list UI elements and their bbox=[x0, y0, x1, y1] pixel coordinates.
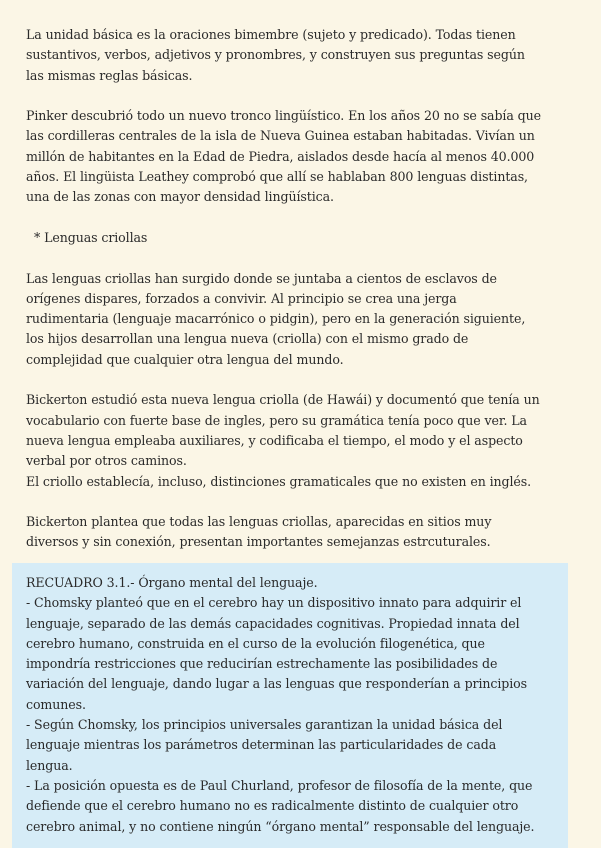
text-line: las mismas reglas básicas. bbox=[26, 67, 193, 83]
text-line: Las lenguas criollas han surgido donde se juntaba a cientos de esclavos de bbox=[26, 270, 497, 286]
text-line: variación del lenguaje, dando lugar a las lenguas que responderían a principios bbox=[26, 676, 528, 692]
text-line: años. El lingüista Leathey comprobó que allí se hablaban 800 lenguas distintas, bbox=[26, 169, 528, 185]
text-line: millón de habitantes en la Edad de Piedra, aislados desde hacía al menos 40.000 bbox=[26, 148, 535, 164]
text-line: Bickerton plantea que todas las lenguas criollas, aparecidas en sitios muy bbox=[26, 514, 492, 530]
text-line: - La posición opuesta es de Paul Churland, profesor de filosofía de la mente, que bbox=[26, 777, 533, 793]
paragraph-gap bbox=[26, 208, 586, 228]
recuadro-box bbox=[12, 563, 568, 848]
text-line: diversos y sin conexión, presentan importantes semejanzas estrcuturales. bbox=[26, 534, 491, 550]
text-line: El criollo establecía, incluso, distinciones gramaticales que no existen en inglés. bbox=[26, 473, 532, 489]
paragraph-gap bbox=[26, 492, 586, 512]
text-line: vocabulario con fuerte base de ingles, pero su gramática tenía poco que ver. La bbox=[26, 412, 527, 428]
document-body bbox=[26, 25, 586, 553]
text-line: La unidad básica es la oraciones bimembre (sujeto y predicado). Todas tienen bbox=[26, 27, 516, 42]
text-line: orígenes dispares, forzados a convivir. Al principio se crea una jerga bbox=[26, 290, 457, 306]
text-line: nueva lengua empleaba auxiliares, y codificaba el tiempo, el modo y el aspecto bbox=[26, 432, 523, 448]
paragraph-pinker bbox=[26, 106, 586, 207]
paragraph-oraciones bbox=[26, 25, 586, 86]
paragraph-gap bbox=[26, 248, 586, 268]
text-line: Bickerton estudió esta nueva lengua criolla (de Hawái) y documentó que tenía un bbox=[26, 392, 540, 408]
text-line: sustantivos, verbos, adjetivos y pronombres, y construyen sus preguntas según bbox=[26, 47, 525, 63]
paragraph-bickerton-hawai bbox=[26, 390, 586, 491]
bullet-lenguas-criollas: * Lenguas criollas bbox=[34, 229, 148, 245]
text-line: las cordilleras centrales de la isla de Nueva Guinea estaban habitadas. Vivían un bbox=[26, 128, 535, 144]
text-line: defiende que el cerebro humano no es radicalmente distinto de cualquier otro bbox=[26, 798, 519, 814]
recuadro-content bbox=[26, 573, 566, 837]
text-line: complejidad que cualquier otra lengua del mundo. bbox=[26, 351, 344, 367]
text-line: una de las zonas con mayor densidad lingüística. bbox=[26, 189, 334, 205]
text-line: cerebro humano, construida en el curso de la evolución filogenética, que bbox=[26, 635, 485, 651]
text-line: comunes. bbox=[26, 696, 86, 712]
text-line: cerebro animal, y no contiene ningún “órgano mental” responsable del lenguaje. bbox=[26, 818, 535, 834]
text-line: lengua. bbox=[26, 757, 73, 773]
paragraph-gap bbox=[26, 370, 586, 390]
text-line: - Chomsky planteó que en el cerebro hay un dispositivo innato para adquirir el bbox=[26, 595, 522, 611]
text-line: - Según Chomsky, los principios universales garantizan la unidad básica del bbox=[26, 717, 503, 733]
text-line: Pinker descubrió todo un nuevo tronco lingüístico. En los años 20 no se sabía que bbox=[26, 108, 541, 124]
text-line: verbal por otros caminos. bbox=[26, 453, 187, 469]
recuadro-title: RECUADRO 3.1.- Órgano mental del lenguaje. bbox=[26, 575, 318, 590]
text-line: lenguaje mientras los parámetros determinan las particularidades de cada bbox=[26, 737, 497, 753]
paragraph-gap bbox=[26, 86, 586, 106]
text-line: rudimentaria (lenguaje macarrónico o pidgin), pero en la generación siguiente, bbox=[26, 311, 526, 327]
paragraph-bickerton-plantea bbox=[26, 512, 586, 553]
text-line: lenguaje, separado de las demás capacidades cognitivas. Propiedad innata del bbox=[26, 615, 520, 631]
paragraph-lenguas-criollas bbox=[26, 269, 586, 370]
text-line: impondría restricciones que reducirían estrechamente las posibilidades de bbox=[26, 656, 498, 672]
text-line: los hijos desarrollan una lengua nueva (criolla) con el mismo grado de bbox=[26, 331, 469, 347]
